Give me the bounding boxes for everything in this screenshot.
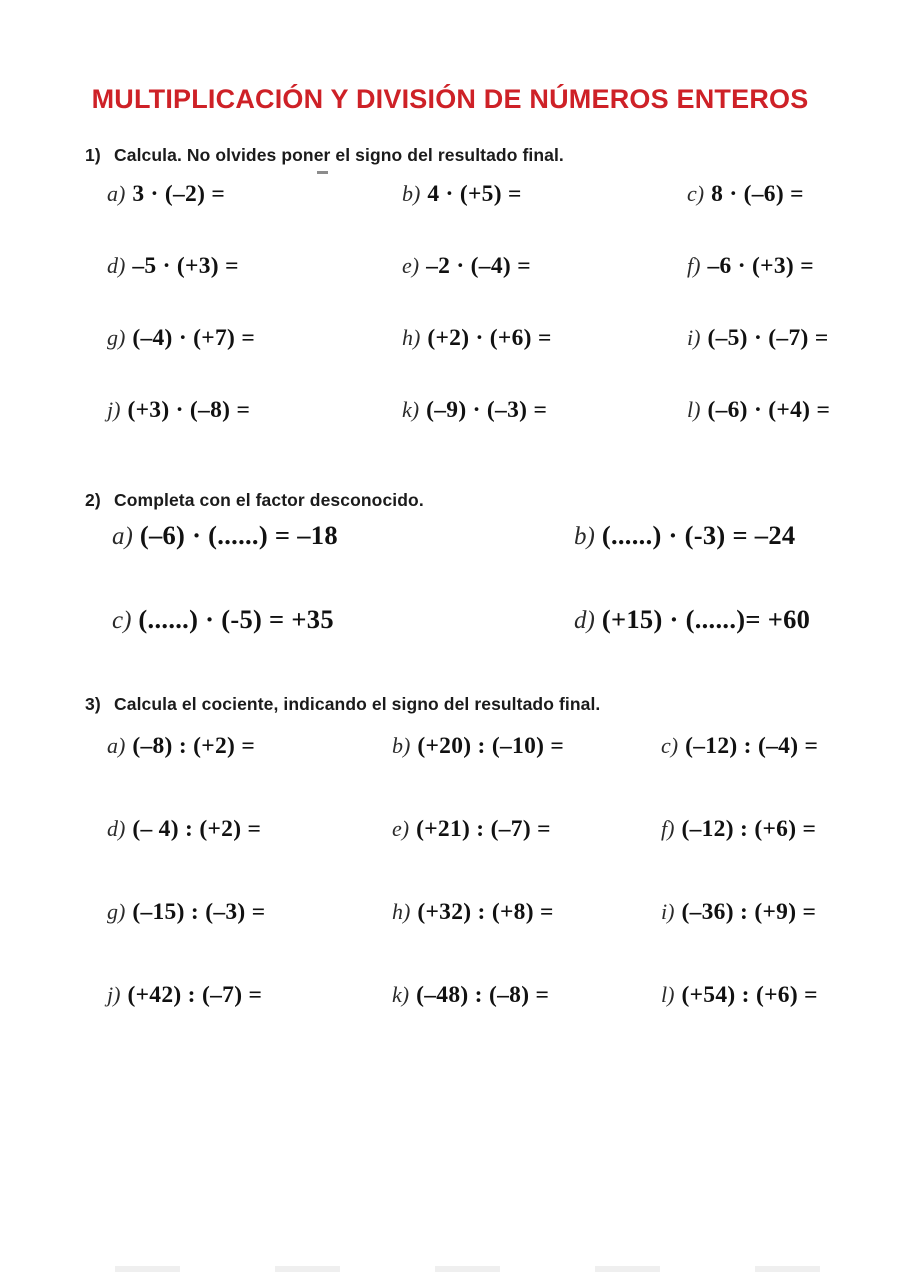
- exercise-item-3l: [661, 982, 880, 1014]
- item-label: c): [112, 607, 132, 634]
- section-heading-text: Completa con el factor desconocido.: [114, 490, 424, 510]
- item-label: l): [687, 397, 701, 422]
- item-expression: –2 · (–4) =: [426, 253, 531, 279]
- item-label: i): [687, 325, 701, 350]
- exercise-item-1e: [402, 253, 687, 285]
- exercise-item-1b: [402, 181, 687, 213]
- exercise-item-1k: [402, 397, 687, 429]
- exercise-item-1g: [107, 325, 402, 357]
- item-expression: (–5) · (–7) =: [707, 325, 829, 351]
- item-expression: (+32) : (+8) =: [417, 899, 554, 925]
- item-expression: (+54) : (+6) =: [681, 982, 818, 1008]
- item-expression: (+21) : (–7) =: [416, 816, 551, 842]
- item-label: l): [661, 982, 675, 1007]
- item-expression: (–36) : (+9) =: [681, 899, 817, 925]
- item-label: i): [661, 899, 675, 924]
- item-expression: (+15) · (......)= +60: [601, 604, 811, 634]
- item-label: b): [574, 523, 595, 550]
- item-expression: (–12) : (–4) =: [685, 733, 819, 759]
- exercise-item-1i: [687, 325, 880, 357]
- exercise-item-1f: [687, 253, 880, 285]
- item-expression: 4 · (+5) =: [427, 181, 522, 207]
- stray-pencil-mark: [317, 171, 328, 174]
- section-number: 3): [85, 694, 101, 714]
- exercise-item-2c: [112, 604, 574, 640]
- exercise-item-3g: [107, 899, 392, 931]
- exercise-item-1j: [107, 397, 402, 429]
- section-3-heading: [85, 694, 600, 715]
- exercise-item-3e: [392, 816, 661, 848]
- item-expression: (– 4) : (+2) =: [132, 816, 262, 842]
- item-expression: (–15) : (–3) =: [132, 899, 266, 925]
- section-2-exercises: [112, 520, 880, 640]
- exercise-item-3i: [661, 899, 880, 931]
- item-label: g): [107, 899, 126, 924]
- item-expression: 8 · (–6) =: [711, 181, 804, 207]
- item-label: k): [392, 982, 410, 1007]
- item-expression: (+20) : (–10) =: [417, 733, 565, 759]
- exercise-item-3f: [661, 816, 880, 848]
- section-number: 2): [85, 490, 101, 510]
- item-expression: 3 · (–2) =: [132, 181, 226, 207]
- item-label: a): [107, 733, 126, 758]
- item-expression: (–8) : (+2) =: [132, 733, 256, 759]
- item-expression: (–12) : (+6) =: [681, 816, 817, 842]
- item-expression: –6 · (+3) =: [707, 253, 814, 279]
- item-label: g): [107, 325, 126, 350]
- section-heading-text: Calcula el cociente, indicando el signo del resultado final.: [114, 694, 601, 714]
- exercise-item-2b: [574, 520, 880, 556]
- item-label: c): [687, 181, 705, 206]
- item-expression: (–48) : (–8) =: [416, 982, 550, 1008]
- item-expression: (+2) · (+6) =: [427, 325, 552, 351]
- item-expression: (......) · (-3) = –24: [601, 520, 796, 550]
- section-1-exercises: [107, 181, 880, 429]
- section-1-heading: [85, 145, 564, 166]
- item-expression: (–6) · (......) = –18: [139, 520, 338, 550]
- section-number: 1): [85, 145, 101, 165]
- item-expression: (–9) · (–3) =: [426, 397, 548, 423]
- item-expression: (–4) · (+7) =: [132, 325, 256, 351]
- exercise-item-1d: [107, 253, 402, 285]
- section-heading-text: Calcula. No olvides poner el signo del resultado final.: [114, 145, 564, 165]
- item-label: j): [107, 982, 121, 1007]
- worksheet-title: MULTIPLICACIÓN Y DIVISIÓN DE NÚMEROS ENTEROS: [91, 84, 809, 114]
- exercise-item-3h: [392, 899, 661, 931]
- exercise-item-3j: [107, 982, 392, 1014]
- exercise-item-3d: [107, 816, 392, 848]
- exercise-item-1c: [687, 181, 880, 213]
- item-label: b): [402, 181, 421, 206]
- item-label: e): [402, 253, 420, 278]
- exercise-item-1l: [687, 397, 880, 429]
- item-expression: (+42) : (–7) =: [127, 982, 263, 1008]
- item-expression: (+3) · (–8) =: [127, 397, 251, 423]
- exercise-item-1h: [402, 325, 687, 357]
- scan-artifact-bottom-edge: [60, 1266, 840, 1272]
- exercise-item-2a: [112, 520, 574, 556]
- section-2-heading: [85, 490, 424, 511]
- item-expression: –5 · (+3) =: [132, 253, 239, 279]
- item-label: j): [107, 397, 121, 422]
- section-3-exercises: [107, 733, 880, 1014]
- item-label: c): [661, 733, 679, 758]
- item-label: k): [402, 397, 420, 422]
- item-label: d): [107, 253, 126, 278]
- item-expression: (......) · (-5) = +35: [138, 604, 334, 634]
- item-label: b): [392, 733, 411, 758]
- exercise-item-3k: [392, 982, 661, 1014]
- item-label: d): [574, 607, 595, 634]
- item-label: h): [392, 899, 411, 924]
- item-label: d): [107, 816, 126, 841]
- exercise-item-3a: [107, 733, 392, 765]
- item-label: f): [661, 816, 675, 841]
- item-label: f): [687, 253, 701, 278]
- exercise-item-2d: [574, 604, 880, 640]
- exercise-item-1a: [107, 181, 402, 213]
- item-label: a): [112, 523, 133, 550]
- item-expression: (–6) · (+4) =: [707, 397, 831, 423]
- exercise-item-3c: [661, 733, 880, 765]
- item-label: e): [392, 816, 410, 841]
- exercise-item-3b: [392, 733, 661, 765]
- item-label: a): [107, 181, 126, 206]
- item-label: h): [402, 325, 421, 350]
